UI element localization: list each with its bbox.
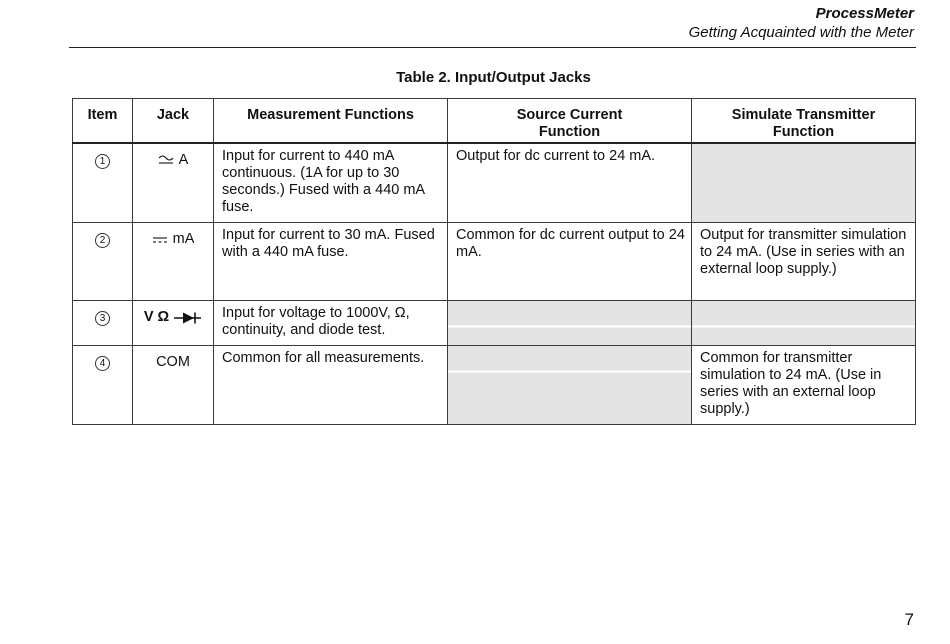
- item-cell: [73, 143, 133, 223]
- item-cell: [73, 223, 133, 301]
- measurement-cell: Common for all measurements.: [214, 346, 448, 425]
- diode-icon: [174, 311, 202, 325]
- header-rule: [69, 47, 916, 48]
- table-row: [73, 301, 916, 346]
- jack-label: V Ω: [143, 309, 170, 325]
- measurement-cell: Input for voltage to 1000V, Ω, continuity, and diode test.: [214, 301, 448, 346]
- column-header-source: Source Current Function: [448, 99, 692, 143]
- column-header-simulate: Simulate Transmitter Function: [692, 99, 916, 143]
- table-caption: Table 2. Input/Output Jacks: [396, 69, 591, 86]
- table-row: [73, 143, 916, 223]
- jacks-table: [72, 98, 916, 425]
- source-cell-empty: [448, 301, 692, 346]
- jack-cell: [133, 301, 214, 346]
- jack-label: mA: [172, 231, 195, 247]
- ac-dc-icon: [158, 154, 174, 166]
- table-row: [73, 223, 916, 301]
- column-header-measurement: Measurement Functions: [214, 99, 448, 143]
- item-number-badge: 2: [95, 233, 110, 248]
- jack-cell: [133, 143, 214, 223]
- running-header-subtitle: Getting Acquainted with the Meter: [688, 24, 914, 41]
- simulate-cell-empty: [692, 301, 916, 346]
- simulate-cell-empty: [692, 143, 916, 223]
- jack-label: COM: [156, 354, 190, 370]
- column-header-item: Item: [73, 99, 133, 143]
- jack-cell: [133, 223, 214, 301]
- item-cell: [73, 346, 133, 425]
- item-number-badge: 3: [95, 311, 110, 326]
- source-cell: Output for dc current to 24 mA.: [448, 143, 692, 223]
- running-header-title: ProcessMeter: [815, 5, 914, 22]
- measurement-cell: Input for current to 30 mA. Fused with a 440 mA fuse.: [214, 223, 448, 301]
- measurement-cell: Input for current to 440 mA continuous. (1A for up to 30 seconds.) Fused with a 440 mA fuse.: [214, 143, 448, 223]
- source-cell-empty: [448, 346, 692, 425]
- column-header-jack: Jack: [133, 99, 214, 143]
- jack-cell: [133, 346, 214, 425]
- table-header-row: [73, 99, 916, 143]
- dc-icon: [152, 235, 168, 245]
- jack-label: A: [178, 151, 189, 168]
- table-row: [73, 346, 916, 425]
- source-cell: Common for dc current output to 24 mA.: [448, 223, 692, 301]
- item-cell: [73, 301, 133, 346]
- item-number-badge: 4: [95, 356, 110, 371]
- simulate-cell: Output for transmitter simulation to 24 mA. (Use in series with an external loop supply.): [692, 223, 916, 301]
- simulate-cell: Common for transmitter simulation to 24 mA. (Use in series with an external loop supply.): [692, 346, 916, 425]
- page-number: 7: [904, 610, 914, 629]
- item-number-badge: 1: [95, 154, 110, 169]
